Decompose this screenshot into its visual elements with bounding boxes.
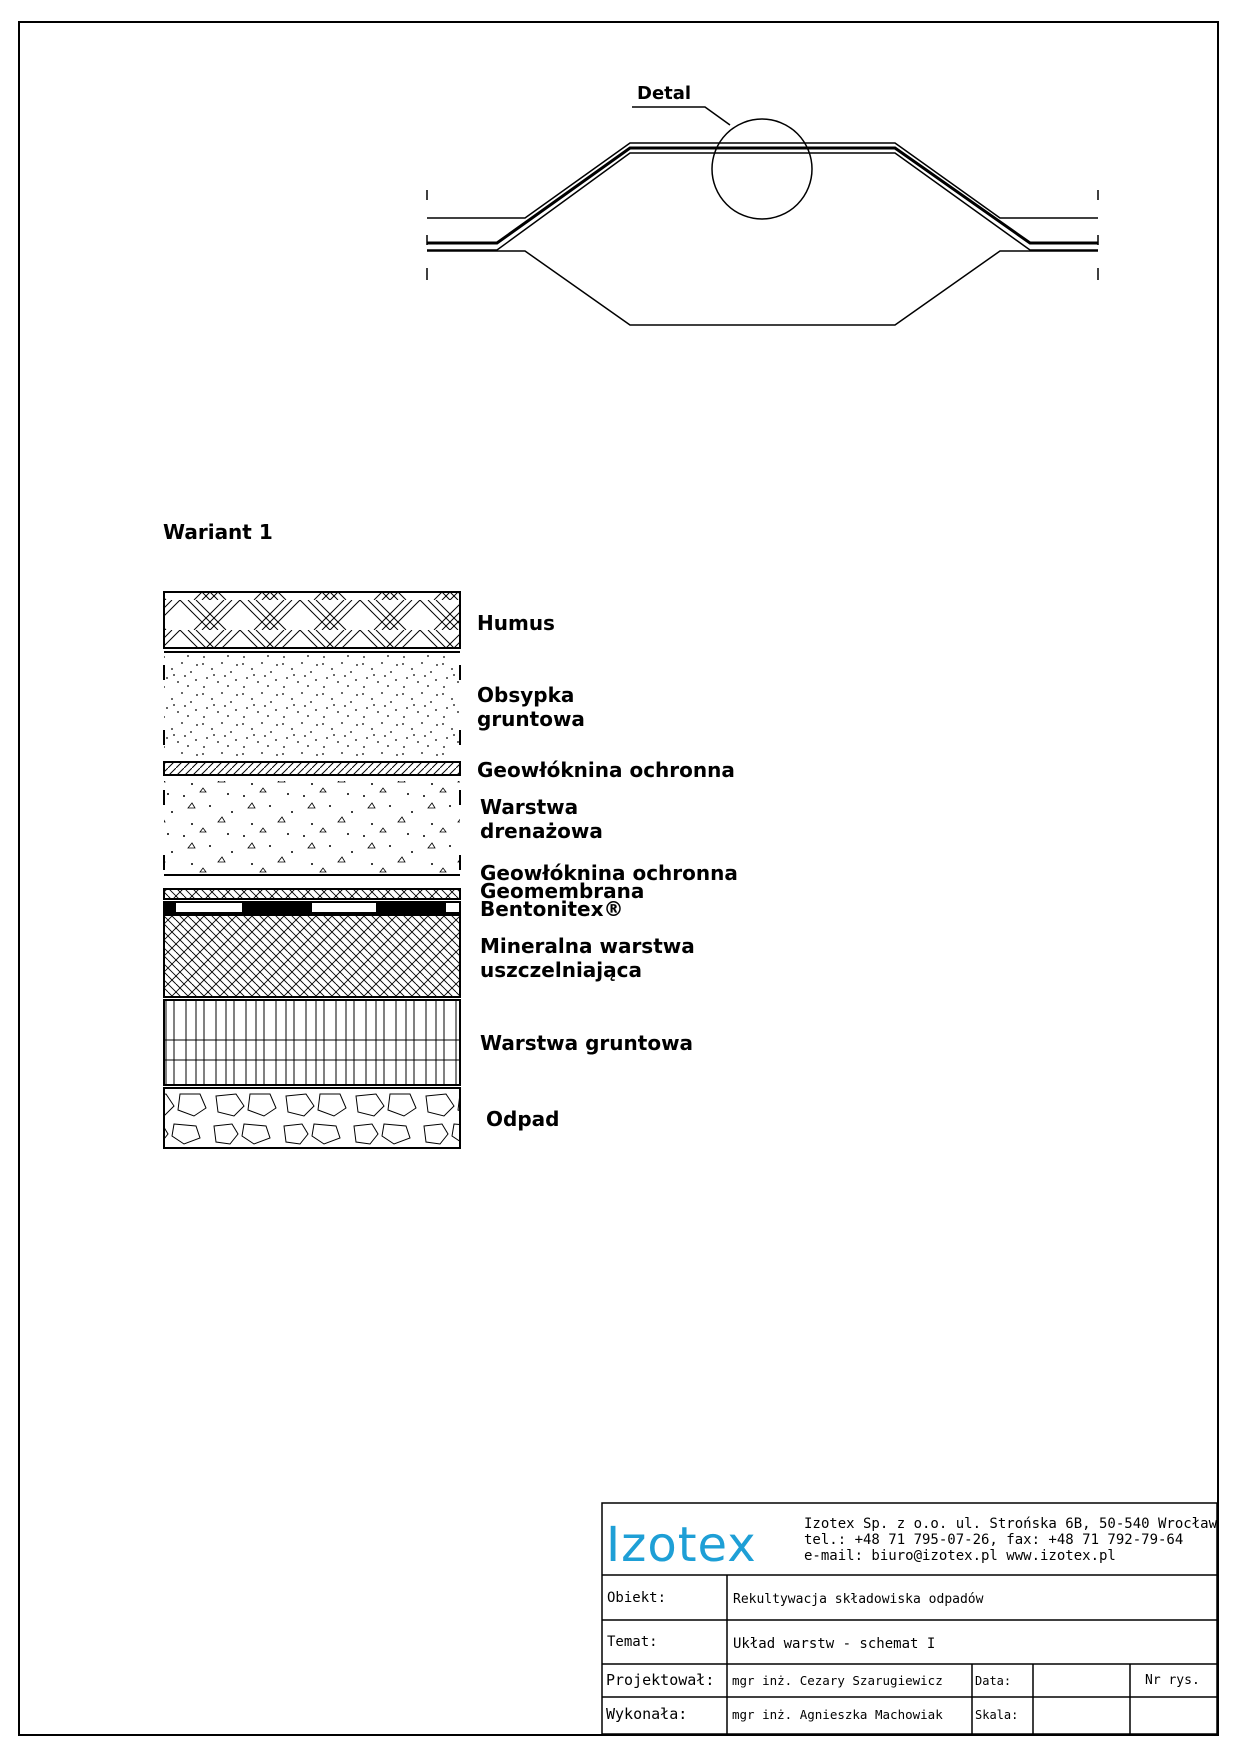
- wykonal-label: Wykonała:: [606, 1705, 688, 1723]
- label-bentonitex: Bentonitex®: [480, 897, 624, 921]
- label-geomembrana: Geomembrana: [480, 879, 645, 903]
- temat-value: Układ warstw - schemat I: [733, 1636, 936, 1652]
- company-phone: tel.: +48 71 795-07-26, fax: +48 71 792-79-64: [804, 1532, 1184, 1548]
- label-mineralna-2: uszczelniająca: [480, 958, 642, 982]
- label-obsypka-2: gruntowa: [477, 707, 585, 731]
- obiekt-label: Obiekt:: [607, 1590, 667, 1606]
- temat-label: Temat:: [607, 1634, 658, 1650]
- company-email: e-mail: biuro@izotex.pl www.izotex.pl: [804, 1548, 1116, 1564]
- izotex-logo: Izotex: [606, 1517, 757, 1573]
- label-humus: Humus: [477, 611, 555, 635]
- label-geowloknina-2: Geowłóknina ochronna: [480, 861, 738, 885]
- label-mineralna-1: Mineralna warstwa: [480, 934, 695, 958]
- detail-label: Detal: [637, 83, 692, 104]
- data-label: Data:: [975, 1674, 1012, 1688]
- company-address: Izotex Sp. z o.o. ul. Strońska 6B, 50-540 Wrocław: [804, 1516, 1218, 1532]
- label-gruntowa: Warstwa gruntowa: [480, 1031, 694, 1055]
- wykonal-value: mgr inż. Agnieszka Machowiak: [732, 1707, 943, 1722]
- projektowal-label: Projektował:: [606, 1671, 715, 1689]
- label-geowloknina-1: Geowłóknina ochronna: [477, 758, 735, 782]
- skala-label: Skala:: [975, 1708, 1019, 1722]
- nr-rys-label: Nr rys.: [1145, 1673, 1200, 1688]
- label-drenaz-2: drenażowa: [480, 819, 603, 843]
- obiekt-value: Rekultywacja składowiska odpadów: [733, 1592, 984, 1607]
- projektowal-value: mgr inż. Cezary Szarugiewicz: [732, 1673, 943, 1688]
- label-obsypka-1: Obsypka: [477, 683, 575, 707]
- label-odpad: Odpad: [486, 1107, 560, 1131]
- variant-title: Wariant 1: [163, 520, 273, 544]
- label-drenaz-1: Warstwa: [480, 795, 579, 819]
